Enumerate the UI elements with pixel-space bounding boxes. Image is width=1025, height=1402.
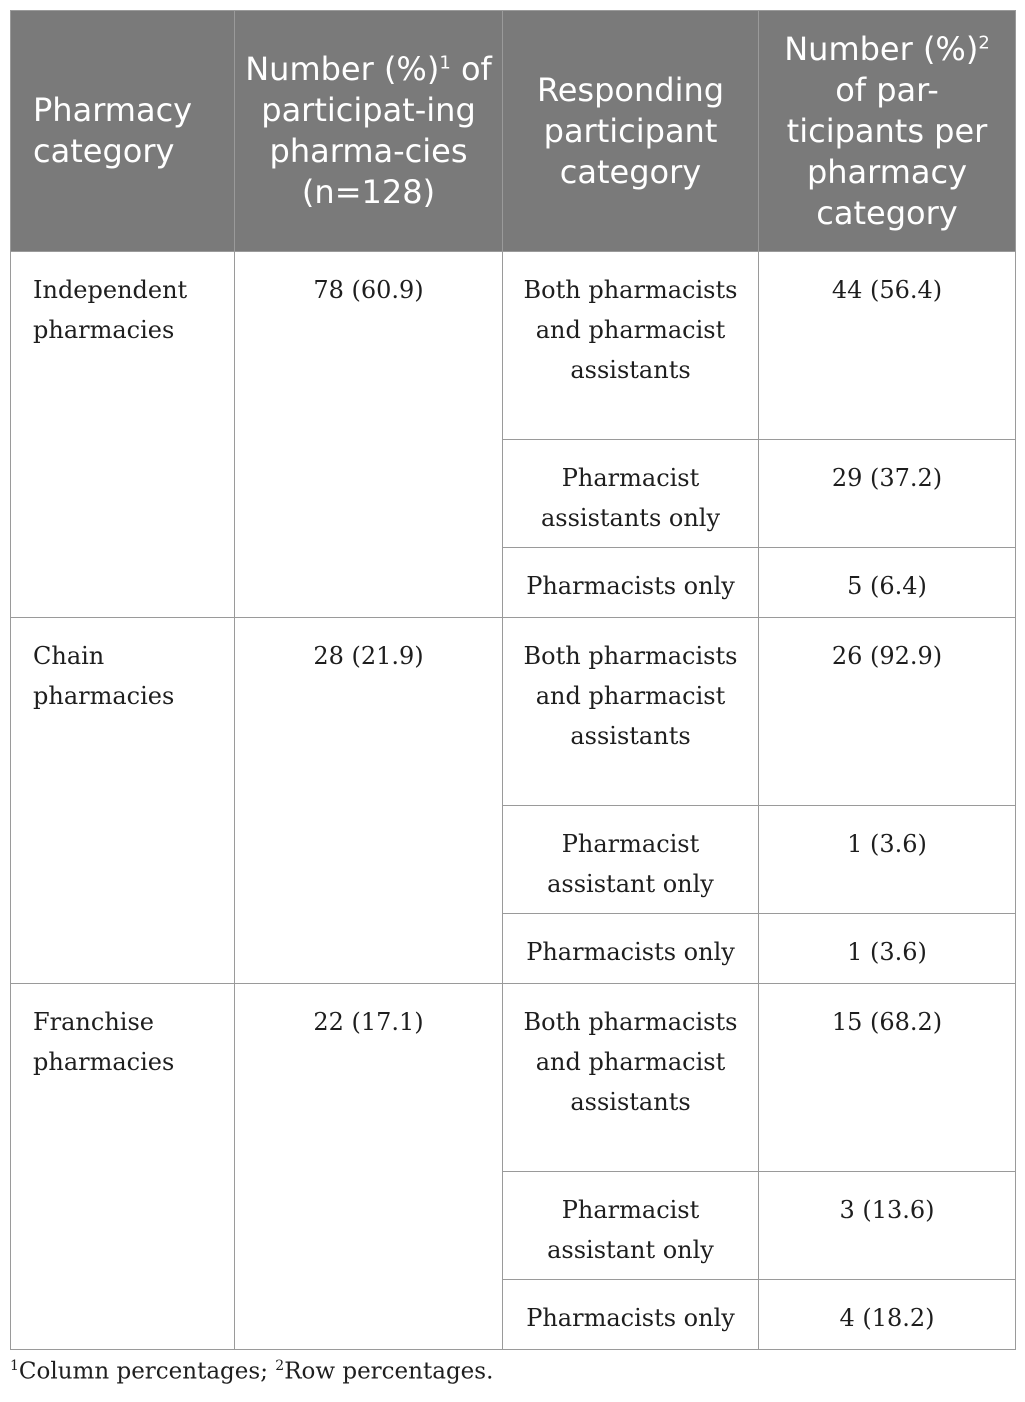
participant-number-cell: 3 (13.6) xyxy=(759,1172,1016,1280)
participant-category-cell: Both pharmacists and pharmacist assistants xyxy=(503,618,759,806)
pharmacy-category-cell: Independent pharmacies xyxy=(11,252,235,618)
participant-category-cell: Pharmacists only xyxy=(503,548,759,618)
footnote-text-1: Column percentages; xyxy=(18,1358,276,1385)
participant-number-cell: 15 (68.2) xyxy=(759,984,1016,1172)
pharmacy-count-cell: 78 (60.9) xyxy=(235,252,503,618)
pharmacy-count-cell: 28 (21.9) xyxy=(235,618,503,984)
header-number-label: Number (%) xyxy=(784,29,979,68)
header-row xyxy=(11,11,1016,252)
participant-category-cell: Pharmacists only xyxy=(503,1280,759,1350)
pharmacy-category-cell: Chain pharmacies xyxy=(11,618,235,984)
participant-category-cell: Pharmacist assistant only xyxy=(503,806,759,914)
participant-category-cell: Pharmacists only xyxy=(503,914,759,984)
footnote-marker-2: 2 xyxy=(275,1358,285,1374)
participant-number-cell: 1 (3.6) xyxy=(759,914,1016,984)
participant-category-cell: Pharmacist assistant only xyxy=(503,1172,759,1280)
table-footnote xyxy=(10,1358,493,1385)
header-pharmacy-category-label: Pharmacy category xyxy=(33,91,193,170)
participant-number-cell: 1 (3.6) xyxy=(759,806,1016,914)
table-row xyxy=(11,984,1016,1172)
participant-number-cell: 44 (56.4) xyxy=(759,252,1016,440)
participant-category-cell: Both pharmacists and pharmacist assistants xyxy=(503,252,759,440)
footnote-text-2: Row percentages. xyxy=(284,1358,494,1385)
pharmacy-count-cell: 22 (17.1) xyxy=(235,984,503,1350)
participant-number-cell: 4 (18.2) xyxy=(759,1280,1016,1350)
header-responding-participant xyxy=(503,11,759,252)
table-header xyxy=(11,11,1016,252)
header-number-label: Number (%) xyxy=(245,50,440,88)
data-table xyxy=(10,10,1016,1350)
table-row xyxy=(11,618,1016,806)
header-responding-participant-label: Responding participant category xyxy=(536,70,725,191)
participant-number-cell: 26 (92.9) xyxy=(759,618,1016,806)
header-participants-per-category xyxy=(759,11,1016,252)
participant-category-cell: Pharmacist assistants only xyxy=(503,440,759,548)
header-participating-pharmacies xyxy=(235,11,503,252)
header-participating-pharmacies-label: of participat-ing pharma-cies (n=128) xyxy=(261,50,492,211)
header-footnote-marker-2: 2 xyxy=(978,31,990,53)
header-footnote-marker-1: 1 xyxy=(439,52,451,74)
header-pharmacy-category xyxy=(11,11,235,252)
participant-category-cell: Both pharmacists and pharmacist assistants xyxy=(503,984,759,1172)
table-row xyxy=(11,252,1016,440)
participant-number-cell: 5 (6.4) xyxy=(759,548,1016,618)
header-participants-per-category-label: of par-ticipants per pharmacy category xyxy=(786,70,988,232)
participant-number-cell: 29 (37.2) xyxy=(759,440,1016,548)
pharmacy-category-cell: Franchise pharmacies xyxy=(11,984,235,1350)
footnote-marker-1: 1 xyxy=(10,1358,19,1374)
table-body xyxy=(11,252,1016,1350)
